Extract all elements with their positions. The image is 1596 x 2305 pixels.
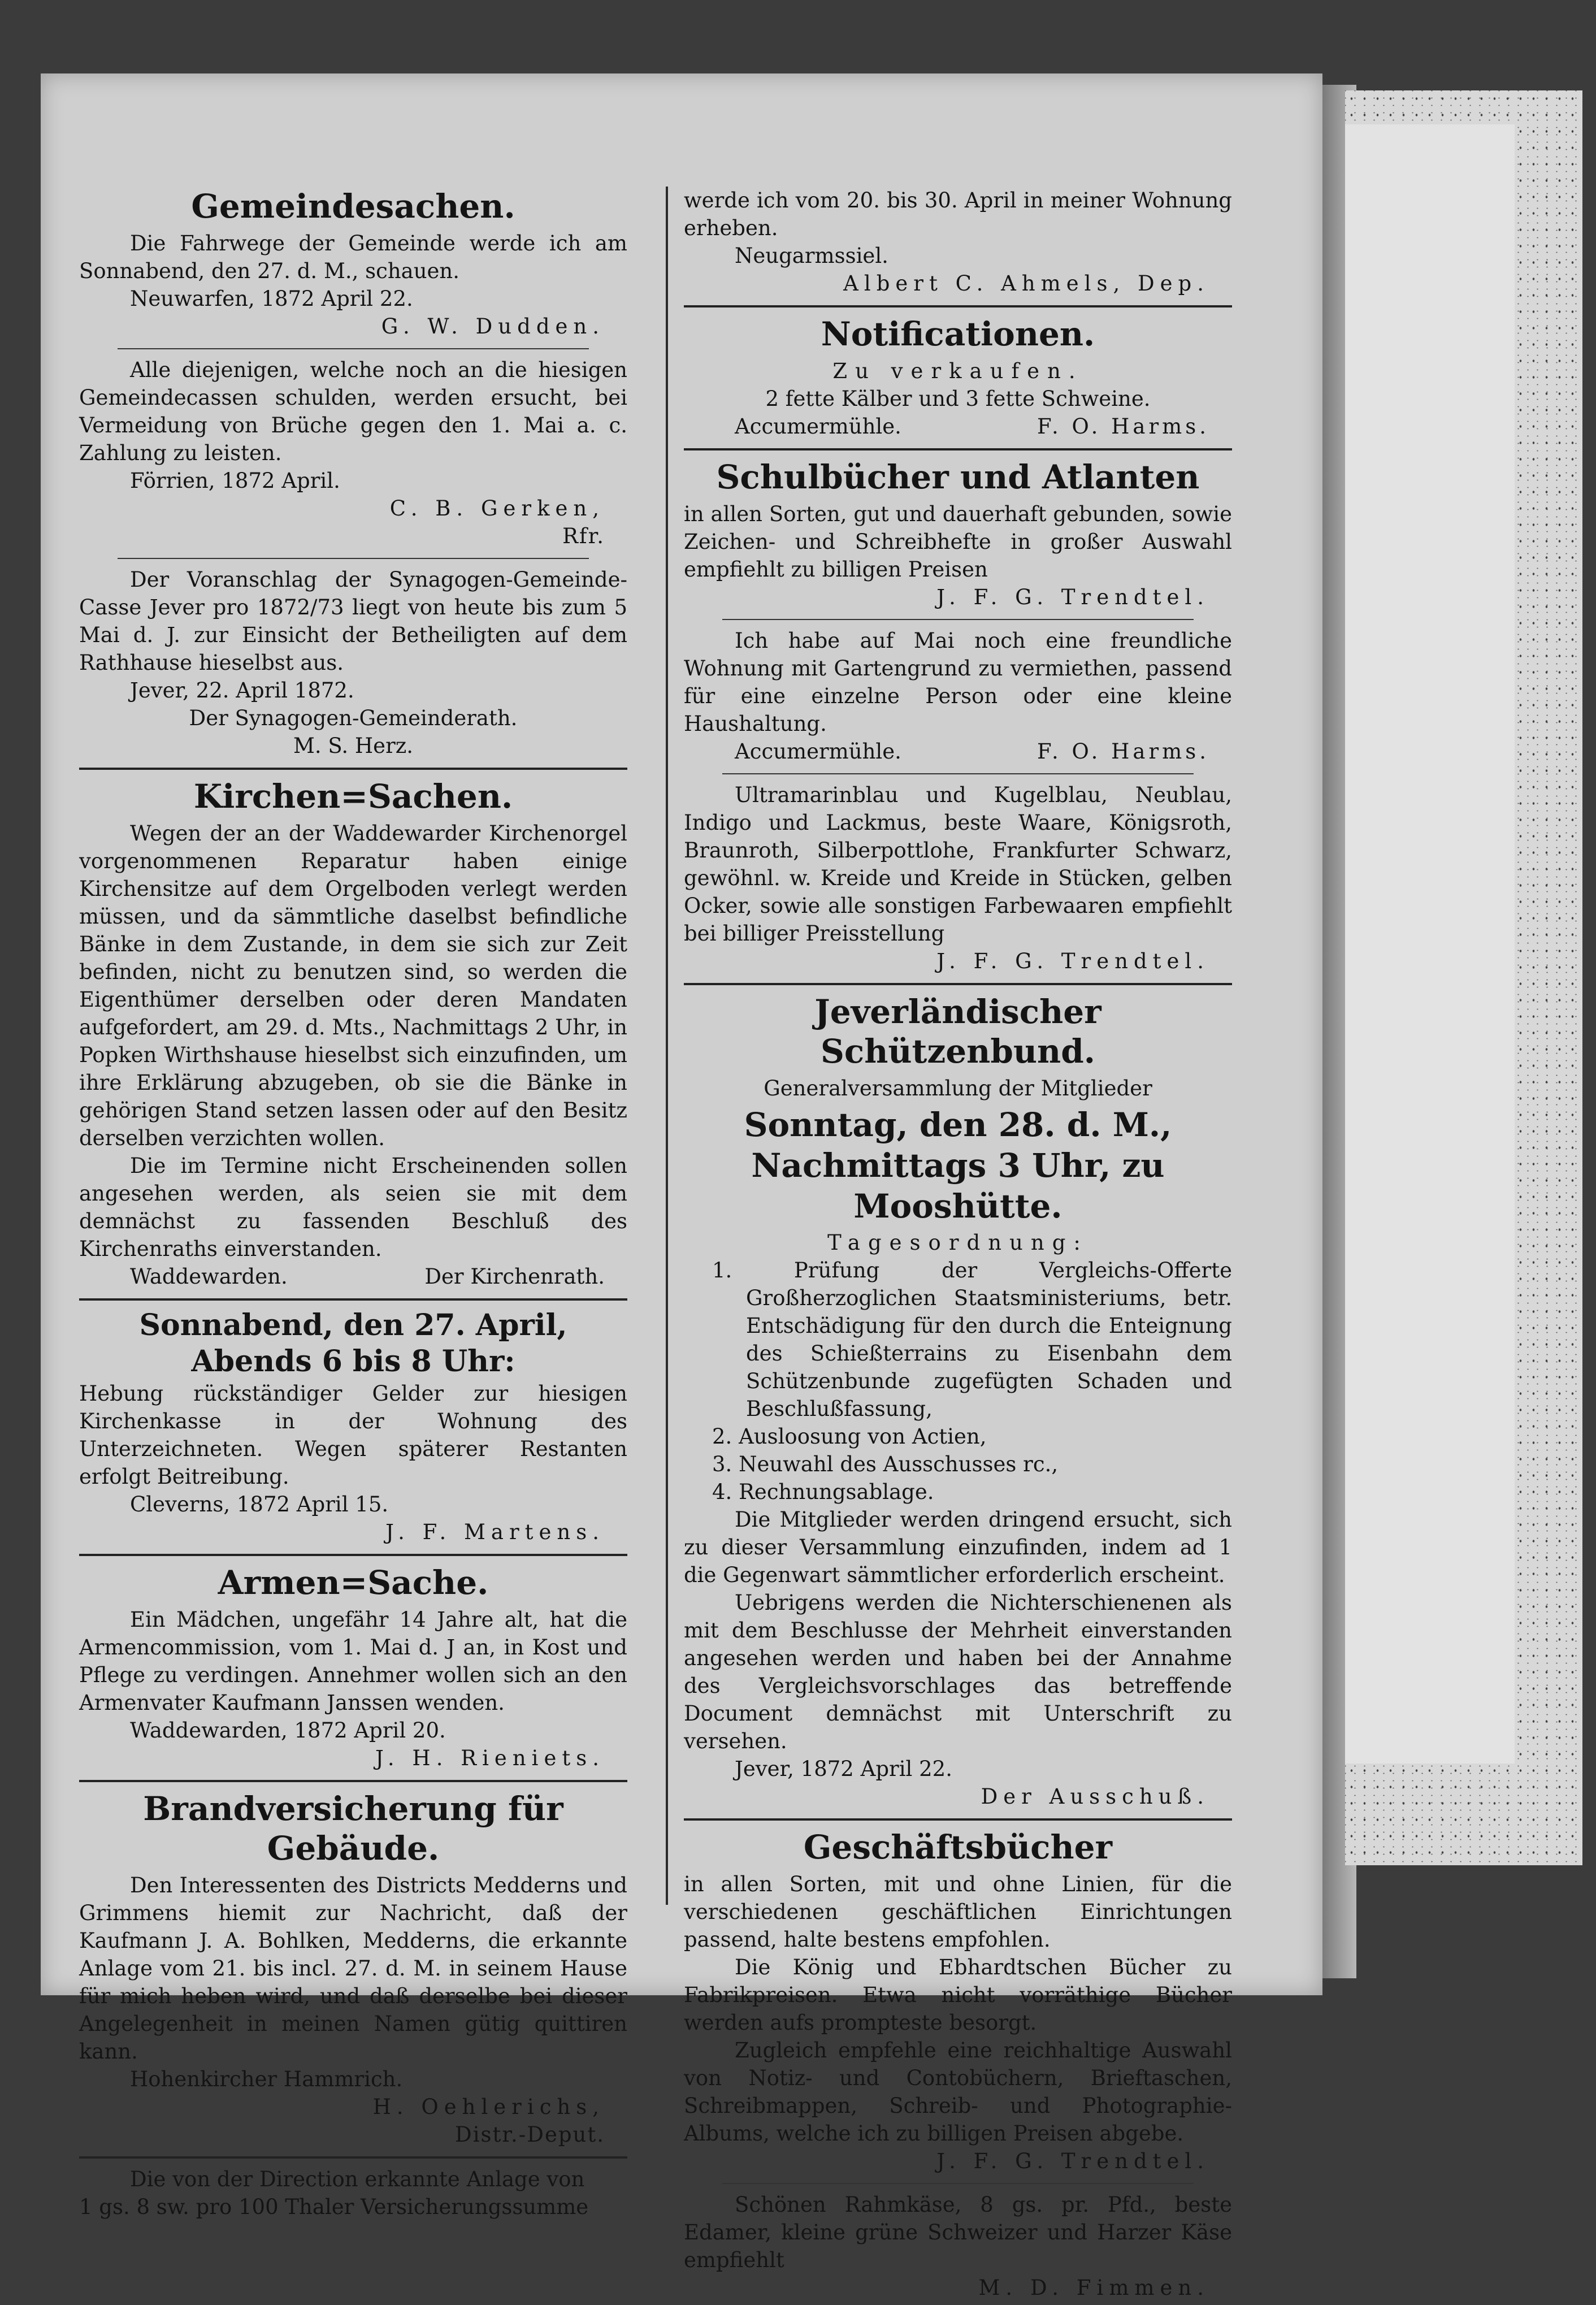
agenda-item: 1. Prüfung der Vergleichs-Offerte Großherzoglichen Staatsministeriums, betr. Entschädigung für den durch die Enteignung des Schießterrains zu Eisenbahn dem Schützenbunde zugefügten Schaden und Beschlußfassung, <box>712 1258 1232 1421</box>
notice-text: Die König und Ebhardtschen Bücher zu Fabrikpreisen. Etwa nicht vorräthige Bücher werden aufs prompteste besorgt. <box>684 1955 1232 2035</box>
notice-text: Den Interessenten des Districts Medderns und Grimmens hiemit zur Nachricht, daß der Kaufmann J. A. Bohlken, Medderns, die erkannte Anlage vom 21. bis incl. 27. d. M. in seinem Hause für mich heben wird, und daß derselbe bei dieser Angelegenheit in meinen Namen gütig quittiren kann. <box>79 1873 627 2064</box>
section-rule <box>79 768 627 770</box>
section-gemeindesachen <box>79 187 627 760</box>
agenda-list <box>684 1257 1232 1506</box>
notice-text: Die Fahrwege der Gemeinde werde ich am Sonnabend, den 27. d. M., schauen. <box>79 231 627 283</box>
notice-text: Der Voranschlag der Synagogen-Gemeinde-Casse Jever pro 1872/73 liegt von heute bis zum 5 Mai d. J. zur Einsicht der Betheiligten auf dem Rathhause hieselbst aus. <box>79 567 627 675</box>
section-kaese <box>684 2191 1232 2302</box>
notice-signature: J. F. G. Trendtel. <box>936 585 1209 609</box>
event-announcement: Sonntag, den 28. d. M., Nachmittags 3 Uhr, zu Mooshütte. <box>744 1106 1172 1225</box>
notice-signature: F. O. Harms. <box>1037 414 1209 439</box>
notice-text: Ultramarinblau und Kugelblau, Neublau, Indigo und Lackmus, beste Waare, Königsroth, Braunroth, Silberpottlohe, Frankfurter Schwarz, gewöhnl. w. Kreide und Kreide in Stücken, gelben Ocker, sowie alle sonstigen Farbewaaren empfiehlt bei billiger Preisstellung <box>684 783 1232 946</box>
notice-text: in allen Sorten, mit und ohne Linien, für die verschiedenen geschäftlichen Einrichtungen passend, halte bestens empfohlen. <box>684 1872 1232 1952</box>
notice-text: Hebung rückständiger Gelder zur hiesigen Kirchenkasse in der Wohnung des Unterzeichneten. Wegen späterer Restanten erfolgt Beitreibung. <box>79 1381 627 1489</box>
notice-text: Schönen Rahmkäse, 8 gs. pr. Pfd., beste Edamer, kleine grüne Schweizer und Harzer Käse empfiehlt <box>684 2193 1232 2272</box>
separator <box>722 2183 1194 2184</box>
separator <box>722 619 1194 620</box>
notice-text: Uebrigens werden die Nichterschienenen als mit dem Beschlusse der Mehrheit einverstanden angesehen werden und haben bei der Annahme des Vergleichsvorschlages das betreffende Document demnächst mit Unterschrift zu versehen. <box>684 1591 1232 1753</box>
agenda-item: 2. Ausloosung von Actien, <box>712 1424 987 1449</box>
place: Accumermühle. <box>735 739 901 764</box>
heading-kirchen: Kirchen=Sachen. <box>193 777 513 816</box>
notice-text: Ich habe auf Mai noch eine freundliche Wohnung mit Gartengrund zu vermiethen, passend für eine einzelne Person oder eine kleine Haushaltung. <box>684 629 1232 736</box>
left-column <box>79 187 627 2224</box>
notice-signature: H. Oehlerichs, <box>372 2095 605 2119</box>
heading-armen: Armen=Sache. <box>218 1563 489 1602</box>
section-rule <box>684 1818 1232 1821</box>
footer-line: Die von der Direction erkannte Anlage von <box>130 2167 585 2191</box>
notice-place: Hohenkircher Hammrich. <box>130 2067 403 2091</box>
column-divider <box>666 187 668 1905</box>
section-rule <box>684 983 1232 985</box>
section-footer <box>79 2165 627 2221</box>
subheading: Zu verkaufen. <box>832 359 1083 383</box>
section-rule <box>684 448 1232 450</box>
notice-place <box>684 738 1232 765</box>
right-column <box>684 187 1232 2305</box>
notice-text: Ein Mädchen, ungefähr 14 Jahre alt, hat die Armencommission, vom 1. Mai d. J an, in Kost und Pflege zu verdingen. Annehmer wollen sich an den Armenvater Kaufmann Janssen wenden. <box>79 1608 627 1715</box>
notice-role: Rfr. <box>562 524 605 548</box>
event-date: Sonnabend, den 27. April, <box>139 1308 567 1342</box>
separator <box>118 348 589 349</box>
cover-board-inner <box>1345 124 1515 1764</box>
section-rule <box>79 1554 627 1556</box>
place: Waddewarden. <box>130 1264 288 1289</box>
notice-signature: G. W. Dudden. <box>381 314 605 339</box>
notice-text: 2 fette Kälber und 3 fette Schweine. <box>765 387 1151 411</box>
section-sonnabend <box>79 1307 627 1546</box>
heading-brand: Brandversicherung für Gebäude. <box>143 1790 563 1868</box>
notice-text: Die Mitglieder werden dringend ersucht, sich zu dieser Versammlung einzufinden, indem ad 1 die Gegenwart sämmtlicher erforderlich erscheint. <box>684 1507 1232 1587</box>
notice-signature: J. H. Rieniets. <box>375 1746 605 1770</box>
agenda-item: 3. Neuwahl des Ausschusses rc., <box>712 1452 1059 1476</box>
section-kirchen <box>79 777 627 1290</box>
notice-signature: Albert C. Ahmels, Dep. <box>843 271 1209 296</box>
agenda-item: 4. Rechnungsablage. <box>712 1480 934 1504</box>
notice-place: Waddewarden, 1872 April 20. <box>130 1718 446 1743</box>
footer-line: 1 gs. 8 sw. pro 100 Thaler Versicherungssumme <box>79 2195 589 2219</box>
notice-signature: Der Ausschuß. <box>981 1784 1209 1809</box>
notice-signature: M. S. Herz. <box>293 734 414 758</box>
notice-signature: J. F. G. Trendtel. <box>936 2149 1209 2173</box>
notice-text: Alle diejenigen, welche noch an die hiesigen Gemeindecassen schulden, werden ersucht, bei Vermeidung von Brüche gegen den 1. Mai a. c. Zahlung zu leisten. <box>79 358 627 465</box>
section-top <box>684 187 1232 297</box>
notice-signature: Der Kirchenrath. <box>424 1264 605 1289</box>
section-schulbuecher <box>684 457 1232 975</box>
notice-place: Förrien, 1872 April. <box>130 469 340 493</box>
separator <box>722 773 1194 774</box>
section-armen <box>79 1563 627 1772</box>
notice-text: Die im Termine nicht Erscheinenden sollen angesehen werden, als seien sie mit dem demnächst zu fassenden Beschluß des Kirchenraths einverstanden. <box>79 1154 627 1261</box>
section-brand <box>79 1789 627 2148</box>
notice-text: Zugleich empfehle eine reichhaltige Auswahl von Notiz- und Contobüchern, Brieftaschen, Schreibmappen, Schreib- und Photographie-Albums, welche ich zu billigen Preisen abgebe. <box>684 2038 1232 2146</box>
notice-text: in allen Sorten, gut und dauerhaft gebunden, sowie Zeichen- und Schreibhefte in großer Auswahl empfiehlt zu billigen Preisen <box>684 502 1232 582</box>
notice-place: Jever, 1872 April 22. <box>735 1757 952 1781</box>
agenda-title: Tagesordnung: <box>827 1231 1088 1255</box>
notice-place: Neugarmssiel. <box>735 244 888 268</box>
notice-place: Jever, 22. April 1872. <box>130 678 354 703</box>
notice-place: Cleverns, 1872 April 15. <box>130 1492 389 1517</box>
notice-place <box>684 413 1232 440</box>
notice-signature: F. O. Harms. <box>1037 739 1209 764</box>
place: Accumermühle. <box>735 414 901 439</box>
subheading: Generalversammlung der Mitglieder <box>764 1076 1152 1100</box>
notice-signature: J. F. G. Trendtel. <box>936 949 1209 973</box>
notice-signature: C. B. Gerken, <box>389 496 605 521</box>
notice-role: Distr.-Deput. <box>455 2122 605 2147</box>
section-schuetzenbund <box>684 992 1232 1810</box>
section-rule <box>79 1298 627 1301</box>
notice-place: Neuwarfen, 1872 April 22. <box>130 287 413 311</box>
heading-schuetzenbund: Jeverländischer Schützenbund. <box>814 993 1101 1071</box>
event-time: Abends 6 bis 8 Uhr: <box>191 1344 515 1379</box>
heading-geschaeftsbuecher: Geschäftsbücher <box>803 1828 1113 1866</box>
heading-gemeindesachen: Gemeindesachen. <box>191 187 515 226</box>
notice-organization: Der Synagogen-Gemeinderath. <box>189 706 518 730</box>
section-rule <box>79 1780 627 1782</box>
heading-schulbuecher: Schulbücher und Atlanten <box>716 458 1200 496</box>
notice-signature: M. D. Fimmen. <box>978 2276 1209 2300</box>
section-rule <box>684 305 1232 307</box>
separator <box>118 558 589 559</box>
section-rule <box>79 2156 627 2159</box>
notice-signature: J. F. Martens. <box>385 1520 605 1544</box>
section-notificationen <box>684 314 1232 440</box>
notice-text: werde ich vom 20. bis 30. April in meiner Wohnung erheben. <box>684 188 1232 240</box>
section-geschaeftsbuecher <box>684 1827 1232 2175</box>
notice-text: Wegen der an der Waddewarder Kirchenorgel vorgenommenen Reparatur haben einige Kirchensitze auf dem Orgelboden verlegt werden müssen, und da sämmtliche daselbst befindliche Bänke in dem Zustande, in dem sie sich zur Zeit befinden, nicht zu benutzen sind, so werden die Eigenthümer derselben oder deren Mandaten aufgefordert, am 29. d. Mts., Nachmittags 2 Uhr, in Popken Wirthshause hieselbst sich einzufinden, um ihre Erklärung abzugeben, ob sie die Bänke in gehörigen Stand setzen lassen oder auf den Besitz derselben verzichten wollen. <box>79 821 627 1150</box>
notice-place <box>79 1263 627 1290</box>
heading-notificationen: Notificationen. <box>821 315 1095 353</box>
